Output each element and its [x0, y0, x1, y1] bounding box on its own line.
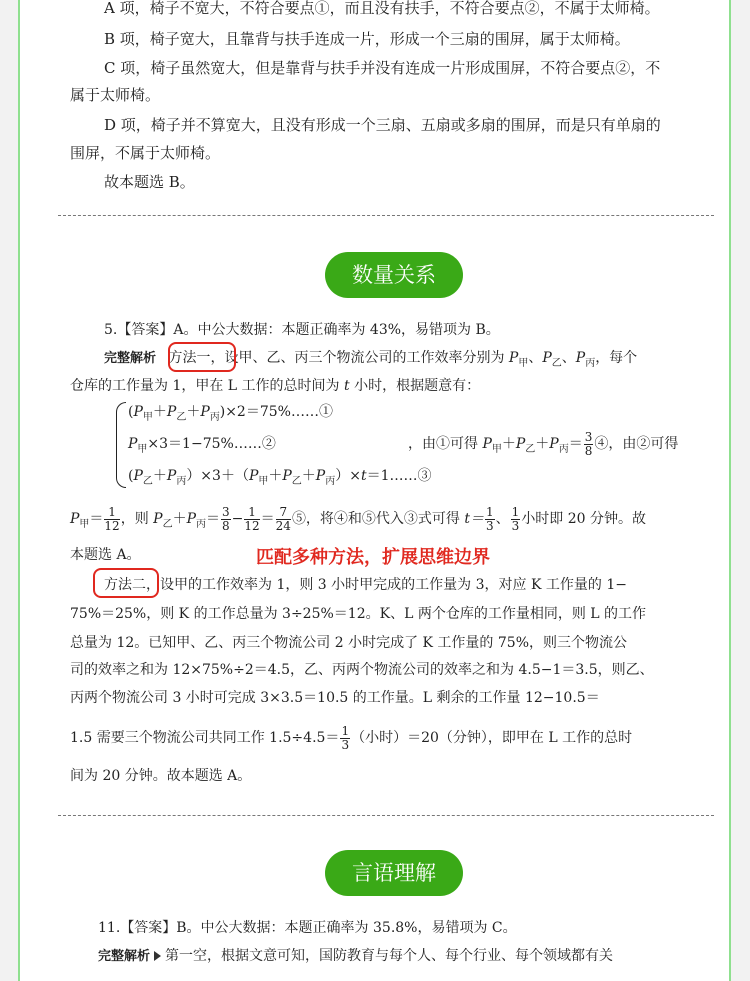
fraction-1-12-b: $\frac{1}{12}$	[244, 504, 260, 533]
fraction-3-8: $\frac{3}{8}$	[584, 429, 593, 458]
equation-derivation: ，由①可得 $P_甲+P_乙+P_丙=$ $\frac{3}{8}$ ④，由②可得	[408, 429, 679, 458]
section-title-quantitative: 数量关系	[325, 252, 463, 298]
answer-conclusion: 故本题选 B。	[104, 173, 195, 191]
method-one-label: 方法一	[168, 350, 211, 366]
option-a-text: A 项，椅子不宽大，不符合要点①，而且没有扶手，不符合要点②，不属于太师椅。	[104, 0, 660, 17]
method-two-line-4: 司的效率之和为 12×75%÷2＝4.5，乙、丙两个物流公司的效率之和为 4.5−1＝3.5，则乙、	[70, 662, 654, 678]
equation-brace	[116, 402, 126, 488]
fraction-1-12: $\frac{1}{12}$	[104, 504, 120, 533]
result-line: $P_甲=$ $\frac{1}{12}$ ，则 $P_乙+P_丙=$ $\frac{3}{8}$ − $\frac{1}{12}$ ＝ $\frac{7}{24}$ ⑤，将④和⑤代入③式可得 t＝ $\frac{1}{3}$ 、 $\frac{1}{3}$ 小时即 20 分钟。故	[70, 504, 647, 533]
method-two-line-2: 75%＝25%，则 K 的工作总量为 3÷25%＝12。K、L 两个仓库的工作量相同，则 L 的工作	[70, 606, 647, 622]
method-two-highlight	[93, 568, 159, 598]
question-11-analysis: 完整解析 第一空，根据文意可知，国防教育与每个人、每个行业、每个领域都有关	[98, 948, 614, 964]
section-divider-2	[58, 815, 714, 816]
fraction-1-3-c: $\frac{1}{3}$	[341, 723, 350, 752]
equation-1: $(P_甲+P_乙+P_丙)\times 2=75\%\dots\dots ①$	[128, 404, 333, 423]
fraction-1-3: $\frac{1}{3}$	[486, 504, 494, 533]
option-d-text: D 项，椅子并不算宽大，且没有形成一个三扇、五扇或多扇的围屏，而是只有单扇的	[104, 116, 661, 134]
method-two-line-5: 丙两个物流公司 3 小时可完成 3×3.5＝10.5 的工作量。L 剩余的工作量 12−10.5＝	[70, 690, 600, 706]
fraction-3-8-b: $\frac{3}{8}$	[222, 504, 230, 533]
method-two-label: 方法二	[104, 577, 146, 593]
callout-annotation: 匹配多种方法，扩展思维边界	[256, 547, 490, 568]
document-page	[18, 0, 731, 981]
triangle-right-icon	[154, 951, 161, 961]
result-conclusion: 本题选 A。	[70, 547, 141, 563]
method-two-line-7: 间为 20 分钟。故本题选 A。	[70, 768, 252, 784]
option-d-text-cont: 围屏，不属于太师椅。	[70, 144, 221, 162]
method-one-highlight	[168, 342, 236, 372]
equation-3: $(P_乙+P_丙)\times 3+(P_甲+P_乙+P_丙)\times t=1\dots\dots ③$	[128, 468, 432, 487]
method-one-line: 完整解析 方法一，设甲、乙、丙三个物流公司的工作效率分别为 $P_甲$、$P_乙$、$P_丙$，每个	[104, 350, 638, 369]
question-11-header: 11.【答案】B。中公大数据：本题正确率为 35.8%，易错项为 C。	[98, 920, 517, 936]
method-two-line-1: 方法二，设甲的工作效率为 1，则 3 小时甲完成的工作量为 3，对应 K 工作量的 1−	[104, 577, 627, 593]
method-two-line-3: 总量为 12。已知甲、乙、丙三个物流公司 2 小时完成了 K 工作量的 75%，则三个物流公	[70, 635, 627, 651]
full-analysis-label: 完整解析	[104, 351, 157, 366]
option-c-text: C 项，椅子虽然宽大，但是靠背与扶手并没有连成一片形成围屏，不符合要点②，不	[104, 59, 661, 77]
fraction-1-3-b: $\frac{1}{3}$	[511, 504, 520, 533]
section-divider	[58, 215, 714, 216]
equation-2: $P_甲\times 3=1-75\%\dots\dots ②$	[128, 436, 276, 455]
full-analysis-label-2: 完整解析	[98, 949, 151, 964]
option-c-text-cont: 属于太师椅。	[70, 86, 161, 104]
section-title-verbal: 言语理解	[325, 850, 463, 896]
method-two-line-6: 1.5 需要三个物流公司共同工作 1.5÷4.5＝ $\frac{1}{3}$ （小时）＝20（分钟），即甲在 L 工作的总时	[70, 723, 633, 752]
fraction-7-24: $\frac{7}{24}$	[275, 504, 291, 533]
method-one-line-2: 仓库的工作量为 1，甲在 L 工作的总时间为 t 小时，根据题意有：	[70, 378, 481, 394]
option-b-text: B 项，椅子宽大，且靠背与扶手连成一片，形成一个三扇的围屏，属于太师椅。	[104, 30, 630, 48]
question-5-header: 5.【答案】A。中公大数据：本题正确率为 43%，易错项为 B。	[104, 322, 500, 338]
